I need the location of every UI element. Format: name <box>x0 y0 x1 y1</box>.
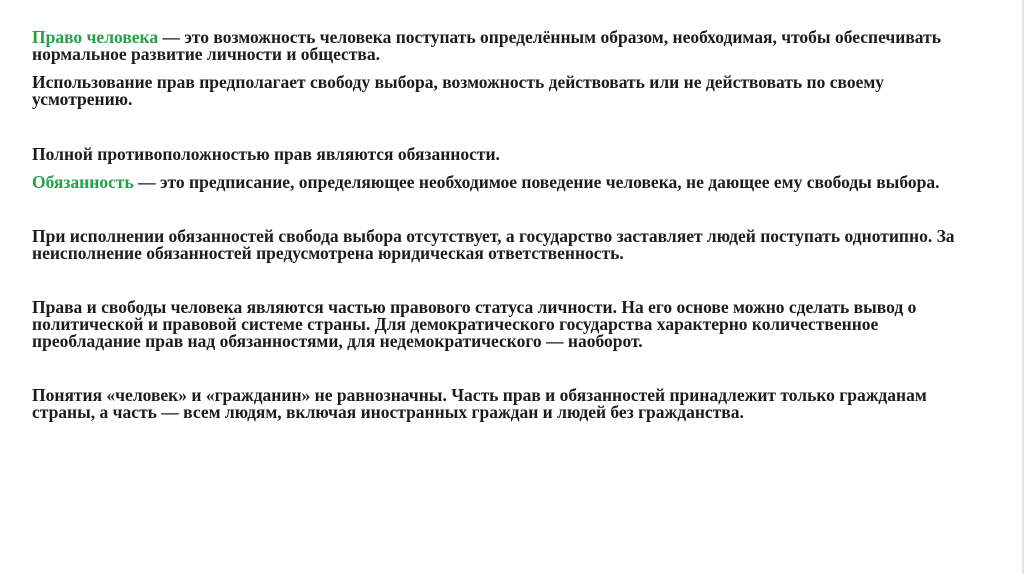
paragraph-duty-fulfilment <box>32 228 982 262</box>
paragraph-text: Понятия «человек» и «гражданин» не равнозначны. Часть прав и обязанностей принадлежит только гражданам страны, а часть — всем людям, включая иностранных граждан и людей без гражданства. <box>32 385 927 422</box>
paragraph-text: — это предписание, определяющее необходимое поведение человека, не дающее ему свободы выбора. <box>133 172 940 192</box>
paragraph-freedom-of-choice <box>32 74 982 108</box>
paragraph-text: Полной противоположностью прав являются обязанности. <box>32 144 500 164</box>
paragraph-text: При исполнении обязанностей свобода выбора отсутствует, а государство заставляет людей поступать однотипно. За неисполнение обязанностей предусмотрена юридическая ответственность. <box>32 226 955 263</box>
term-duty: Обязанность <box>32 172 134 192</box>
slide-text <box>32 29 982 421</box>
term-right: Право человека <box>32 27 159 47</box>
paragraph-text: — это возможность человека поступать определённым образом, необходимая, чтобы обеспечивать нормальное развитие личности и общества. <box>32 27 941 64</box>
paragraph-text: Использование прав предполагает свободу выбора, возможность действовать или не действовать по своему усмотрению. <box>32 72 885 109</box>
paragraph-person-citizen <box>32 387 982 421</box>
paragraph-text: Права и свободы человека являются частью правового статуса личности. На его основе можно сделать вывод о политической и правовой системе страны. Для демократического государства характерно количественное преобладание прав над обязанностями, для недемократического — наоборот. <box>32 297 917 351</box>
paragraph-opposite <box>32 146 982 163</box>
paragraph-duty-definition <box>32 174 982 191</box>
paragraph-right-definition <box>32 29 982 63</box>
paragraph-legal-status <box>32 299 982 350</box>
